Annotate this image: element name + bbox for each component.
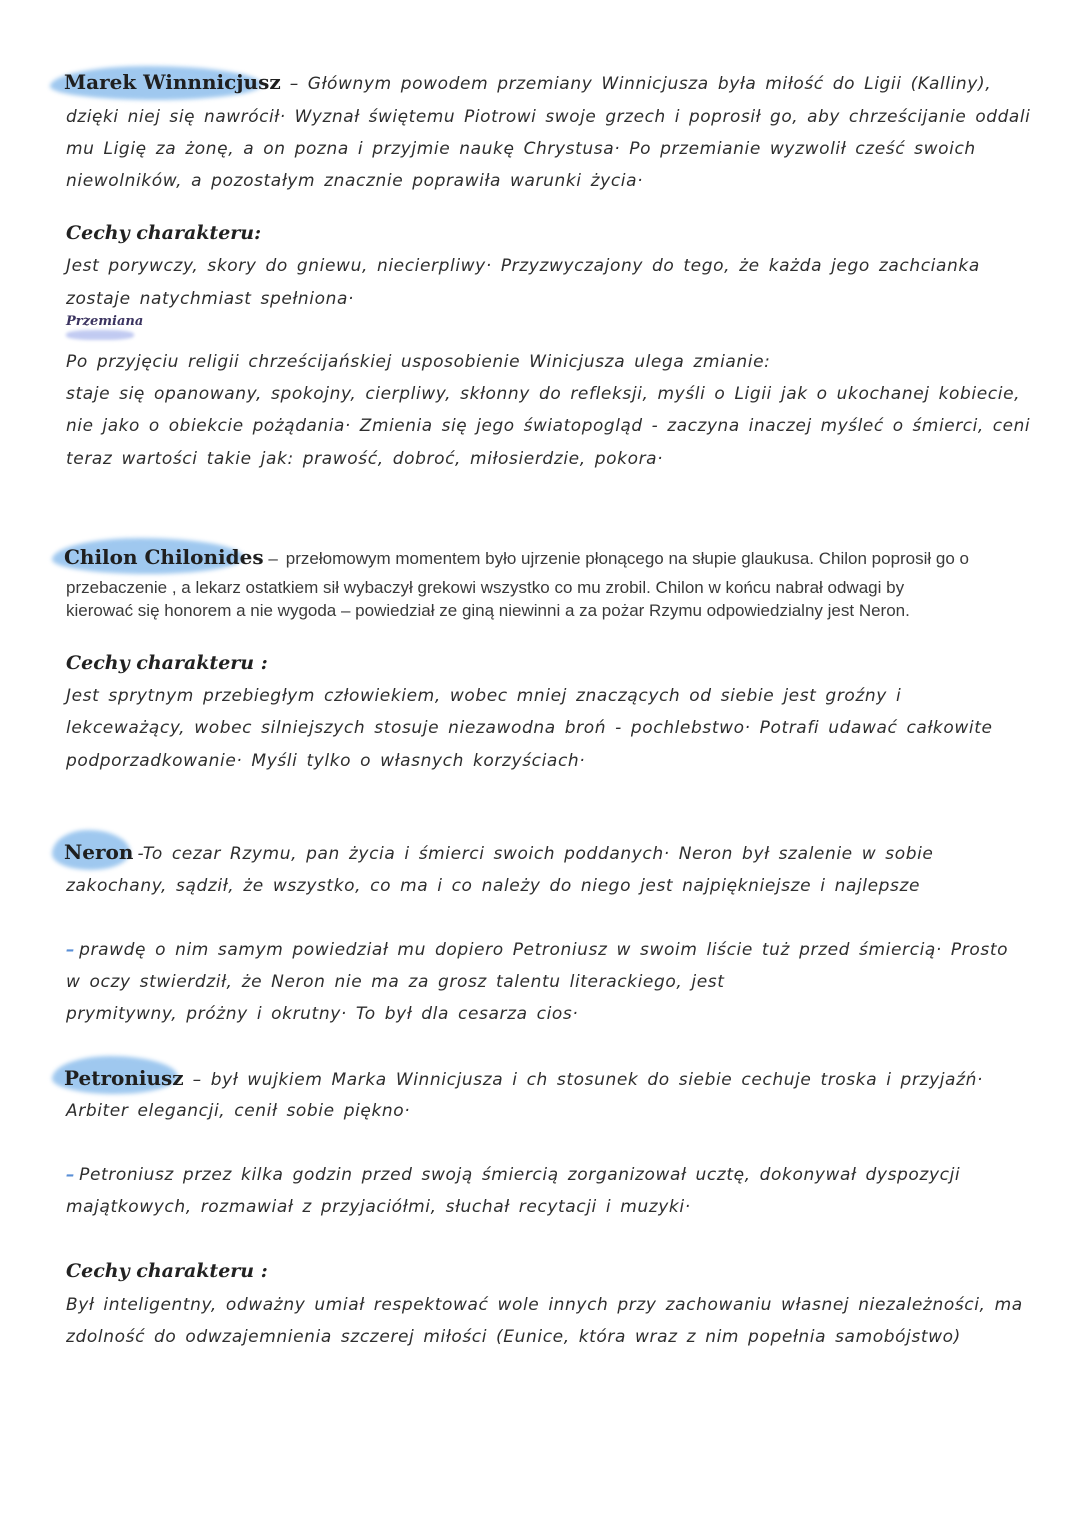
winicjusz-line-0: Głównym powodem przemiany Winnicjusza była miłość do Ligii (Kalliny), — [307, 74, 992, 94]
neron-heading-line — [64, 840, 933, 864]
winicjusz-heading-line: Marek Winnnicjusz – Głównym powodem przemiany Winnicjusza była miłość do Ligii (Kalliny), — [64, 70, 992, 94]
traits-heading-chilon: Cechy charakteru : — [66, 652, 268, 674]
chilon-traits-line-1: lekceważący, wobec silniejszych stosuje niezawodna broń - pochlebstwo· Potrafi udawać całkowite — [66, 718, 993, 738]
character-name-chilon: Chilon Chilonides — [64, 545, 264, 569]
neron-note-line-0: – prawdę o nim samym powiedział mu dopiero Petroniusz w swoim liście tuż przed śmiercią· Prosto — [66, 940, 1009, 960]
character-name-petroniusz: Petroniusz — [64, 1066, 184, 1090]
chilon-line-0: przełomowym momentem było ujrzenie płonącego na słupie glaukusa. Chilon poprosił go o — [285, 549, 970, 568]
character-name-neron: Neron — [64, 840, 134, 864]
winicjusz-line-2: mu Ligię za żonę, a on pozna i przyjmie naukę Chrystusa· Po przemianie wyzwolił cześć swoich — [66, 139, 976, 159]
chilon-heading-line: Chilon Chilonides – przełomowym momentem było ujrzenie płonącego na słupie glaukusa. Chilon poprosił go o — [64, 545, 970, 569]
petroniusz-traits-line-0: Był inteligentny, odważny umiał respektować wole innych przy zachowaniu własnej niezależności, ma — [66, 1295, 1023, 1315]
winicjusz-line-3: niewolników, a pozostałym znacznie poprawiła warunki życia· — [66, 171, 644, 191]
winicjusz-traits-line-1: zostaje natychmiast spełniona· — [66, 289, 354, 309]
label-smudge — [66, 330, 134, 340]
neron-note-line-1: w oczy stwierdził, że Neron nie ma za grosz talentu literackiego, jest — [66, 972, 725, 992]
petroniusz-traits-line-1: zdolność do odwzajemnienia szczerej miłości (Eunice, która wraz z nim popełnia samobójstwo) — [66, 1327, 961, 1347]
neron-note-line-2: prymitywny, próżny i okrutny· To był dla cesarza cios· — [66, 1004, 579, 1024]
winicjusz-change-line-3: teraz wartości takie jak: prawość, dobroć, miłosierdzie, pokora· — [66, 449, 664, 469]
winicjusz-traits-line-0: Jest porywczy, skory do gniewu, niecierpliwy· Przyzwyczajony do tego, że każda jego zachcianka — [66, 256, 980, 276]
petroniusz-note-line-0: – Petroniusz przez kilka godzin przed swoją śmiercią zorganizował ucztę, dokonywał dyspozycji — [66, 1165, 961, 1185]
petroniusz-line-0: był wujkiem Marka Winnicjusza i ch stosunek do siebie cechuje troska i przyjaźń· — [210, 1070, 983, 1090]
winicjusz-change-line-2: nie jako o obiekcie pożądania· Zmienia się jego światopogląd - zaczyna inaczej myśleć o śmierci, ceni — [66, 416, 1031, 436]
petroniusz-line-1: Arbiter elegancji, cenił sobie piękno· — [66, 1101, 411, 1121]
chilon-line-2: kierować się honorem a nie wygoda – powiedział ze giną niewinni a za pożar Rzymu odpowiedzialny jest Neron. — [66, 601, 910, 620]
character-name-winicjusz: Marek Winnnicjusz — [64, 70, 281, 94]
neron-line-1: zakochany, sądził, że wszystko, co ma i co należy do niego jest najpiękniejsze i najlepsze — [66, 876, 921, 896]
traits-heading-winicjusz: Cechy charakteru: — [66, 222, 262, 244]
chilon-traits-line-2: podporzadkowanie· Myśli tylko o własnych korzyściach· — [66, 751, 586, 771]
winicjusz-change-line-1: staje się opanowany, spokojny, cierpliwy, skłonny do refleksji, myśli o Ligii jak o ukochanej kobiecie, — [66, 384, 1021, 404]
traits-heading-petroniusz: Cechy charakteru : — [66, 1260, 268, 1282]
petroniusz-note-line-1: majątkowych, rozmawiał z przyjaciółmi, słuchał recytacji i muzyki· — [66, 1197, 691, 1217]
winicjusz-line-1: dzięki niej się nawrócił· Wyznał świętemu Piotrowi swoje grzech i poprosił go, aby chrześcijanie oddali — [66, 107, 1031, 127]
winicjusz-change-line-0: Po przyjęciu religii chrześcijańskiej usposobienie Winicjusza ulega zmianie: — [66, 352, 771, 372]
petroniusz-heading-line: Petroniusz – był wujkiem Marka Winnicjusza i ch stosunek do siebie cechuje troska i przyjaźń· — [64, 1066, 983, 1090]
chilon-traits-line-0: Jest sprytnym przebiegłym człowiekiem, wobec mniej znaczących od siebie jest groźny i — [66, 686, 902, 706]
neron-line-0: -To cezar Rzymu, pan życia i śmierci swoich poddanych· Neron był szalenie w sobie — [137, 844, 934, 864]
change-label: Przemiana — [66, 314, 144, 329]
chilon-line-1: przebaczenie , a lekarz ostatkiem sił wybaczył grekowi wszystko co mu zrobil. Chilon w końcu nabrał odwagi by — [66, 578, 905, 597]
